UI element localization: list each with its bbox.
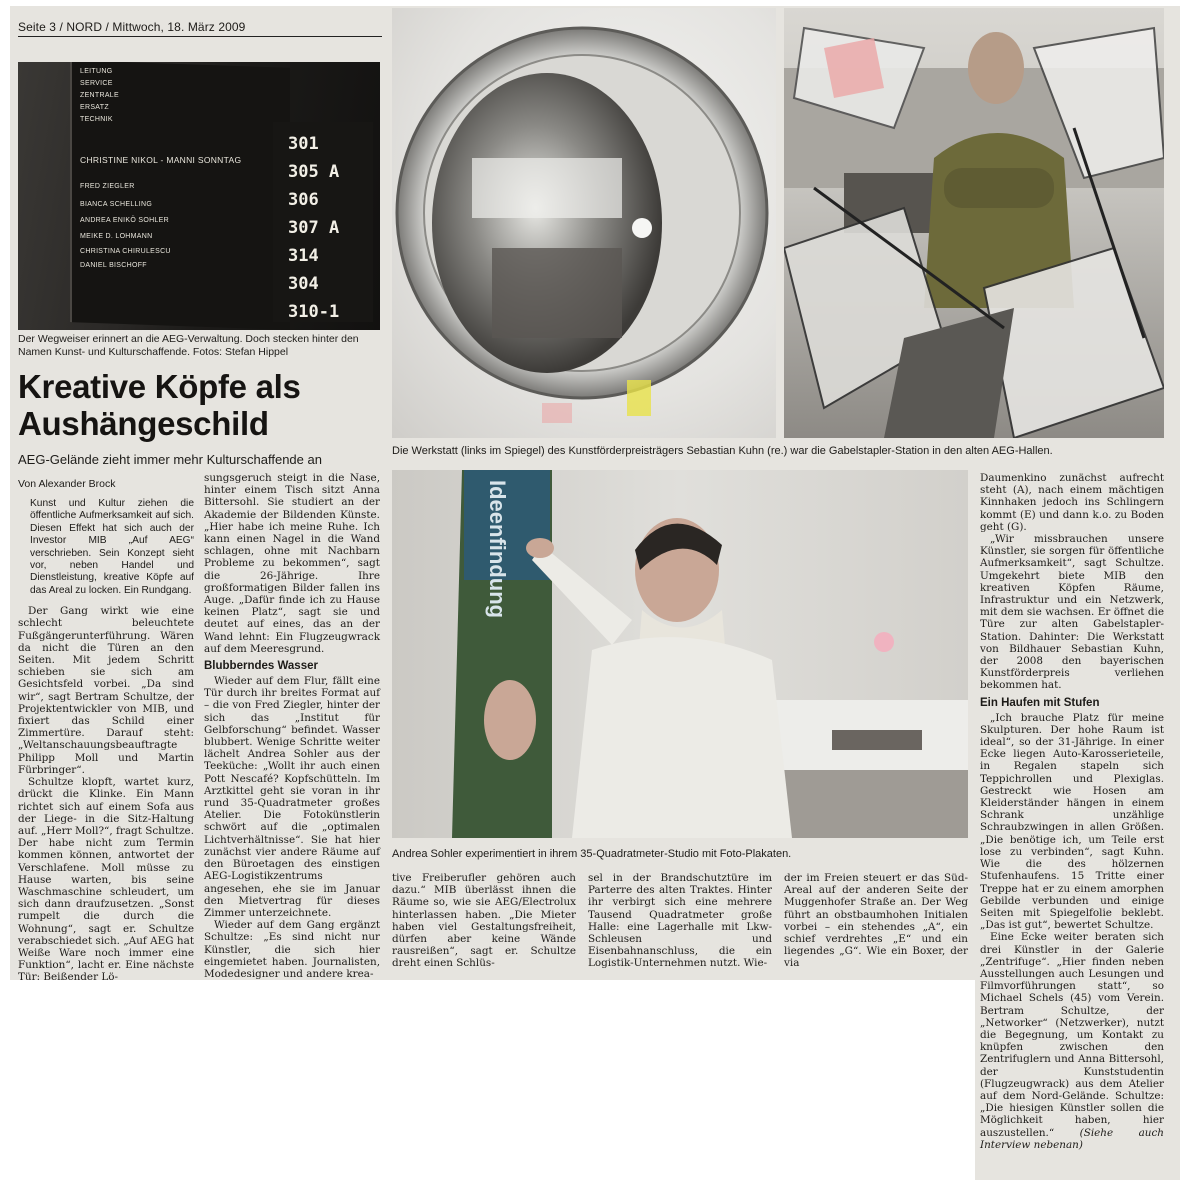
foto-plakat-text: Ideenfindung	[485, 480, 510, 619]
room-number-310-1: 310-1	[288, 302, 340, 322]
col6-paragraph-4	[980, 931, 1164, 1151]
article-headline	[18, 368, 380, 442]
andrea-hand-poster	[484, 680, 536, 760]
article-lead: Kunst und Kultur ziehen die öffentliche Aufmerksamkeit auf sich. Diesen Effekt hat sich auch der Investor MIB „Auf AEG“ verschrieben. Sein Konzept sieht vor, neben Handel und Dienstleistung, kreative Köpfe auf das Areal zu locken. Ein Rundgang.	[30, 498, 194, 596]
photo-werkstatt-caption: Die Werkstatt (links im Spiegel) des Kunstförderpreisträgers Sebastian Kuhn (re.) war die Gabelstapler-Station in den alten AEG-Hallen.	[392, 445, 1053, 457]
col6-paragraph-1: Daumenkino zunächst aufrecht steht (A), nach einem mächtigen Kinnhaken jedoch ins Schlingern kommt (E) und dann k.o. zu Boden geht (G).	[980, 472, 1164, 533]
col1-paragraph-2: Schultze klopft, wartet kurz, drückt die Klinke. Ein Mann richtet sich auf einem Sofa aus der Liege- in die Sitz-Haltung auf. „Herr Moll?“, fragt Schultze. Der habe nicht zum Termin kommen können, antwortet der Verschlafene. Moll müsse zu Hause warten, bis seine Waschmaschine schleudert, um sich dann draufzusetzen. „Sonst rumpelt die durch die Wohnung“, sagt er. Schultze verabschiedet sich. „Auf AEG hat Weiße Ware noch immer eine Funktion“, lacht er. Eine nächste Tür: Beißender Lö-	[18, 776, 194, 984]
sculpture-pink-panel	[824, 38, 884, 98]
col6-paragraph-2: „Wir missbrauchen unsere Künstler, sie sorgen für öffentliche Aufmerksamkeit“, sagt Schultze. Umgekehrt biete MIB den kreativen Köpfen Räume, Infrastruktur und ein Netzwerk, mit dem sie wachsen. Er öffnet die Türe zur alten Gabelstapler-Station. Dahinter: Die Werkstatt von Bildhauer Sebastian Kuhn, der 2008 den bayerischen Kunstförderpreis verliehen bekommen hat.	[980, 533, 1164, 692]
subheading-ein-haufen-mit-stufen: Ein Haufen mit Stufen	[980, 696, 1100, 709]
mirror-floor	[492, 248, 622, 338]
name-plate-4: ANDREA ENIKÖ SOHLER	[80, 217, 169, 224]
mirror-window	[472, 158, 622, 218]
col6-paragraph-4-text: Eine Ecke weiter beraten sich drei Künstler in der Galerie „Zentrifuge“. „Hier finden neben Ausstellungen auch Lesungen und Filmvorführungen statt“, so Michael Schels (45) vom Verein. Bertram Schultze, der „Networker“ (Netzwerker), nutzt die Begegnung, um Kontakt zu knüpfen zwischen den Zentrifuglern und Anna Bittersohl, der Kunststudentin (Flugzeugwrack) aus dem Atelier auf dem Nord-Gelände. Schultze: „Die hiesigen Künstler sollen die Möglichkeit haben, hier auszustellen.“	[980, 931, 1164, 1139]
mirror-illustration	[392, 8, 776, 438]
name-plate-2: FRED ZIEGLER	[80, 183, 135, 190]
photo-signboard	[18, 62, 380, 330]
col2-paragraph-2: Wieder auf dem Flur, fällt eine Tür durch ihr breites Format auf – die von Fred Ziegler, hinter der sich das „Institut für Gelbforschung“ befindet. Wasser blubbert. Wenige Schritte weiter lächelt Andrea Sohler aus der Teeküche: „Wollt ihr auch einen Pott Nescafé? Kopfschütteln. Im Arztkittel geht sie voran in ihr rund 35-Quadratmeter großes Atelier. Die Fotokünstlerin schwört auf die „optimalen Lichtverhältnisse“. Sie hat hier zunächst vier andere Räume auf den Büroetagen des einstigen AEG-Logistikzentrums angesehen, ehe sie im Januar den Mietvertrag für dieses Zimmer unterzeichnete.	[204, 675, 380, 919]
photo-sohler-caption: Andrea Sohler experimentiert in ihrem 35-Quadratmeter-Studio mit Foto-Plakaten.	[392, 848, 792, 860]
name-plate-1: CHRISTINE NIKOL - MANNI SONNTAG	[80, 155, 242, 165]
photo-andrea-sohler	[392, 470, 968, 838]
mirror-tape-mark	[627, 380, 651, 416]
menu-item-zentrale: ZENTRALE	[80, 92, 119, 99]
article-column-6	[980, 472, 1164, 1151]
article-column-5	[784, 872, 968, 970]
menu-item-leitung: LEITUNG	[80, 68, 113, 75]
studio-illustration	[392, 470, 968, 838]
room-number-306: 306	[288, 190, 319, 210]
col3-text: tive Freiberufler gehören auch dazu.“ MIB überlässt ihnen die Räume so, wie sie AEG/Electrolux hinterlassen haben. „Die Mieter haben viel Gestaltungsfreiheit, dürfen aber keine Wände rausreißen“, sagt er. Schultze dreht einen Schlüs-	[392, 872, 576, 970]
photo-sculptor	[784, 8, 1164, 438]
andrea-hand-raised	[526, 538, 554, 558]
andrea-coat	[572, 637, 792, 838]
subheading-blubberndes-wasser: Blubberndes Wasser	[204, 660, 318, 673]
signboard-panel	[70, 62, 290, 330]
name-plate-7: DANIEL BISCHOFF	[80, 262, 147, 269]
article-column-3	[392, 872, 576, 970]
menu-item-technik: TECHNIK	[80, 116, 113, 123]
room-number-314: 314	[288, 246, 319, 266]
mirror-pink-mark	[542, 403, 572, 423]
pink-dot	[874, 632, 894, 652]
room-number-304: 304	[288, 274, 319, 294]
cross-reference-note: (Siehe auch Interview nebenan)	[980, 1126, 1164, 1151]
sculptor-head	[968, 32, 1024, 104]
sculptor-arms	[944, 168, 1054, 208]
mirror-highlight	[632, 218, 652, 238]
col5-text: der im Freien steuert er das Süd-Areal auf der anderen Seite der Muggenhofer Straße an. Der Weg führt an obstbaumhohen Initialen vorbei – ein stehendes „A“, ein schief verdrehtes „E“ und ein liegendes „G“. Wie ein Boxer, der via	[784, 872, 968, 970]
name-plate-3: BIANCA SCHELLING	[80, 201, 153, 208]
article-column-1	[18, 498, 194, 984]
menu-item-ersatz: ERSATZ	[80, 104, 109, 111]
photo-signboard-caption: Der Wegweiser erinnert an die AEG-Verwaltung. Doch stecken hinter den Namen Kunst- und Kulturschaffende. Fotos: Stefan Hippel	[18, 333, 359, 358]
col6-paragraph-3: „Ich brauche Platz für meine Skulpturen. Der hohe Raum ist ideal“, so der 31-Jährige. In einer Ecke liegen Auto-Karosserieteile, in Regalen stapeln sich Teppichrollen und Plexiglas. Gestreckt wie Hosen am Kleiderständer hängen in einem Schrank unzählige Schraubzwingen in allen Größen. „Die benötige ich, um Teile erst lose zu verbinden“, sagt Kuhn. Wie die des hölzernen Stufenhaufens. 15 Tritte einer Treppe hat er zu einem amorphen Gebilde verbunden und einige Seiten mit Spiegelfolie beklebt. „Das ist gut“, bewertet Schultze.	[980, 711, 1164, 932]
headline-line-2: Aushängeschild	[18, 405, 269, 442]
room-number-307a: 307 A	[288, 218, 340, 238]
col2-paragraph-3: Wieder auf dem Gang ergänzt Schultze: „Es sind nicht nur Künstler, die sich hier eingemietet haben. Journalisten, Modedesigner und andere krea-	[204, 919, 380, 980]
name-plate-6: CHRISTINA CHIRULESCU	[80, 248, 171, 255]
page-header: Seite 3 / NORD / Mittwoch, 18. März 2009	[18, 20, 382, 37]
col4-text: sel in der Brandschutztüre im Parterre des alten Traktes. Hinter ihr verbirgt sich eine mehrere Tausend Quadratmeter große Halle: eine Lagerhalle mit Lkw-Schleusen und Eisenbahnanschluss, die ein Logistik-Unternehmen nutzt. Wie-	[588, 872, 772, 970]
col2-paragraph-1: sungsgeruch steigt in die Nase, hinter einem Tisch sitzt Anna Bittersohl. Sie studiert an der Akademie der Bildenden Künste. „Hier habe ich meine Ruhe. Ich kann einen Nagel in die Wand schlagen, ohne mit Nachbarn Probleme zu bekommen“, sagt die 26-Jährige. Ihre großformatigen Bilder fallen ins Auge. „Dafür finde ich zu Hause keinen Platz“, sagt sie und deutet auf eines, das an der Wand lehnt: Ein Flugzeugwrack auf dem Meeresgrund.	[204, 472, 380, 655]
room-number-305a: 305 A	[288, 162, 340, 182]
article-column-2	[204, 472, 380, 980]
sculptor-illustration	[784, 8, 1164, 438]
name-plate-5: MEIKE D. LOHMANN	[80, 233, 153, 240]
room-number-301: 301	[288, 134, 319, 154]
photo-convex-mirror	[392, 8, 776, 438]
studio-table	[832, 730, 922, 750]
headline-line-1: Kreative Köpfe als	[18, 368, 301, 405]
col1-paragraph-1: Der Gang wirkt wie eine schlecht beleuchtete Fußgängerunterführung. Wären da nicht die Türen an den Seiten. Mit jedem Schritt schieben sie sich am Gesichtsfeld vorbei. „Da sind wir“, sagt Bertram Schultze, der Projektentwickler von MIB, und fixiert das Schild einer Zimmertüre. Darauf steht: „Weltanschauungsbeauftragte Philipp Moll und Martin Fürbringer“.	[18, 605, 194, 776]
menu-item-service: SERVICE	[80, 80, 113, 87]
article-column-4	[588, 872, 772, 970]
article-byline: Von Alexander Brock	[18, 478, 116, 490]
article-subhead: AEG-Gelände zieht immer mehr Kulturschaffende an	[18, 452, 322, 467]
